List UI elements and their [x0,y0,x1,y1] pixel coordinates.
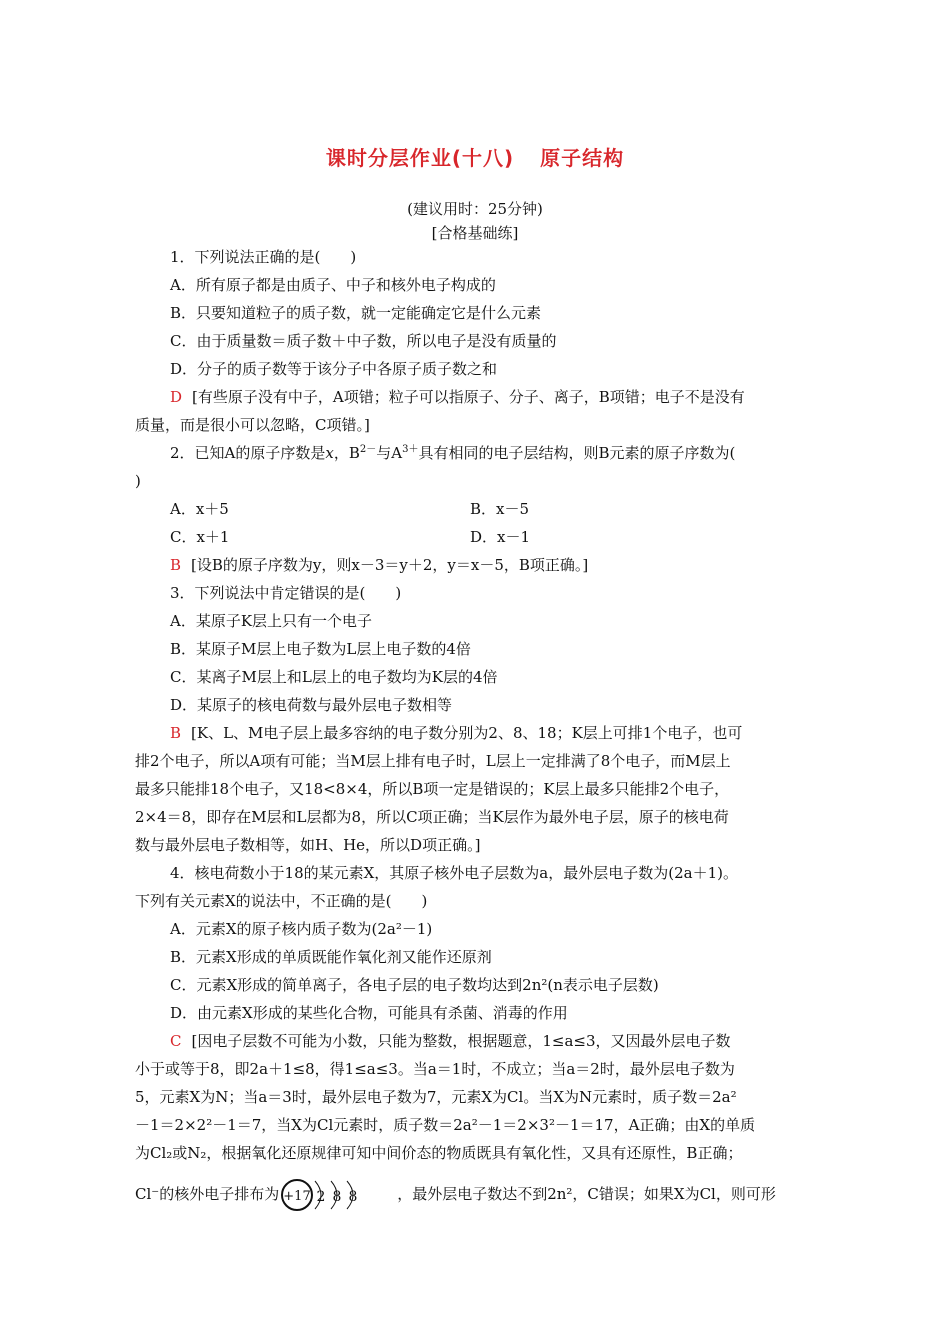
q1-explanation-cont: 质量，而是很小可以忽略，C项错。] [135,416,370,434]
q3-option-c: C．某离子M层上和L层上的电子数均为K层的4倍 [170,668,498,686]
q1-stem: 1．下列说法正确的是( ) [170,248,357,266]
q4-option-c: C．元素X形成的简单离子，各电子层的电子数均达到2n²(n表示电子层数) [170,976,659,994]
q4-explanation-3: 5，元素X为N；当a＝3时，最外层电子数为7，元素X为Cl。当X为N元素时，质子数＝2a² [135,1088,737,1106]
q3-option-a: A．某原子K层上只有一个电子 [170,612,373,630]
q3-explanation-5: 数与最外层电子数相等，如H、He，所以D项正确。] [135,836,481,854]
q2-answer: B [170,556,182,574]
q1-option-d: D．分子的质子数等于该分子中各原子质子数之和 [170,360,498,378]
q4-option-b: B．元素X形成的单质既能作氧化剂又能作还原剂 [170,948,492,966]
shell-1-count: 2 [316,1189,326,1205]
q1-option-a: A．所有原子都是由质子、中子和核外电子构成的 [170,276,496,294]
q3-stem: 3．下列说法中肯定错误的是( ) [170,584,402,602]
shell-3-count: 8 [348,1189,358,1205]
shell-2-count: 8 [332,1189,342,1205]
q1-explanation: D [有些原子没有中子，A项错；粒子可以指原子、分子、离子，B项错；电子不是没有 [170,388,745,406]
q1-option-c: C．由于质量数＝质子数＋中子数，所以电子是没有质量的 [170,332,557,350]
q3-answer: B [170,724,182,742]
q3-explanation-3: 最多只能排18个电子，又18<8×4，所以B项一定是错误的；K层上最多只能排2个电子， [135,780,730,798]
q3-explanation: B [K、L、M电子层上最多容纳的电子数分别为2、8、18；K层上可排1个电子，也可 [170,724,743,742]
q4-explanation-5: 为Cl₂或N₂，根据氧化还原规律可知中间价态的物质既具有氧化性，又具有还原性，B正确； [135,1144,743,1162]
q4-stem-2: 下列有关元素X的说法中，不正确的是( ) [135,892,428,910]
q2-option-c: C．x＋1 [170,528,230,546]
q3-option-b: B．某原子M层上电子数为L层上电子数的4倍 [170,640,471,658]
q4-explanation-4: －1＝2×2²－1＝7，当X为Cl元素时，质子数＝2a²－1＝2×3²－1＝17，A正确；由X的单质 [135,1116,756,1134]
atomic-structure-diagram [279,1182,397,1208]
title-main: 课时分层作业(十八) [325,146,515,170]
q3-explanation-4: 2×4＝8，即存在M层和L层都为8，所以C项正确；当K层作为最外电子层，原子的核电荷 [135,808,729,826]
q4-option-a: A．元素X的原子核内质子数为(2a²－1) [170,920,433,938]
q1-option-b: B．只要知道粒子的质子数，就一定能确定它是什么元素 [170,304,542,322]
q3-option-d: D．某原子的核电荷数与最外层电子数相等 [170,696,453,714]
q3-explanation-2: 排2个电子，所以A项有可能；当M层上排有电子时，L层上一定排满了8个电子，而M层上 [135,752,731,770]
q2-option-a: A．x＋5 [170,500,229,518]
suggested-time: (建议用时：25分钟) [407,200,543,218]
q2-explanation: B [设B的原子序数为y，则x－3＝y＋2，y＝x－5，B项正确。] [170,556,589,574]
q1-answer: D [170,388,183,406]
q2-stem-end: ) [135,472,141,490]
page-title [0,142,950,171]
q4-option-d: D．由元素X形成的某些化合物，可能具有杀菌、消毒的作用 [170,1004,568,1022]
q4-stem: 4．核电荷数小于18的某元素X，其原子核外电子层数为a，最外层电子数为(2a＋1)。 [170,864,738,882]
q4-explanation-6: Cl⁻的核外电子排布为 +17 2 8 8 ，最外层电子数达不到2n²，C错误；如果X为Cl，则可形 [135,1182,825,1208]
nucleus-charge: +17 [283,1189,311,1204]
q2-option-b: B．x－5 [470,500,530,518]
section-label: [合格基础练] [431,224,519,242]
q2-option-d: D．x－1 [470,528,531,546]
q2-stem: 2．已知A的原子序数是x，$B^{2-}$与$A^{3+}$具有相同的电子层结构，则B元素的原子序数为( [170,444,736,462]
q4-explanation: C [因电子层数不可能为小数，只能为整数，根据题意，1≤a≤3，又因最外层电子数 [170,1032,731,1050]
q4-explanation-2: 小于或等于8，即2a＋1≤8，得1≤a≤3。当a＝1时，不成立；当a＝2时，最外层电子数为 [135,1060,735,1078]
q4-answer: C [170,1032,182,1050]
title-topic: 原子结构 [540,146,625,170]
